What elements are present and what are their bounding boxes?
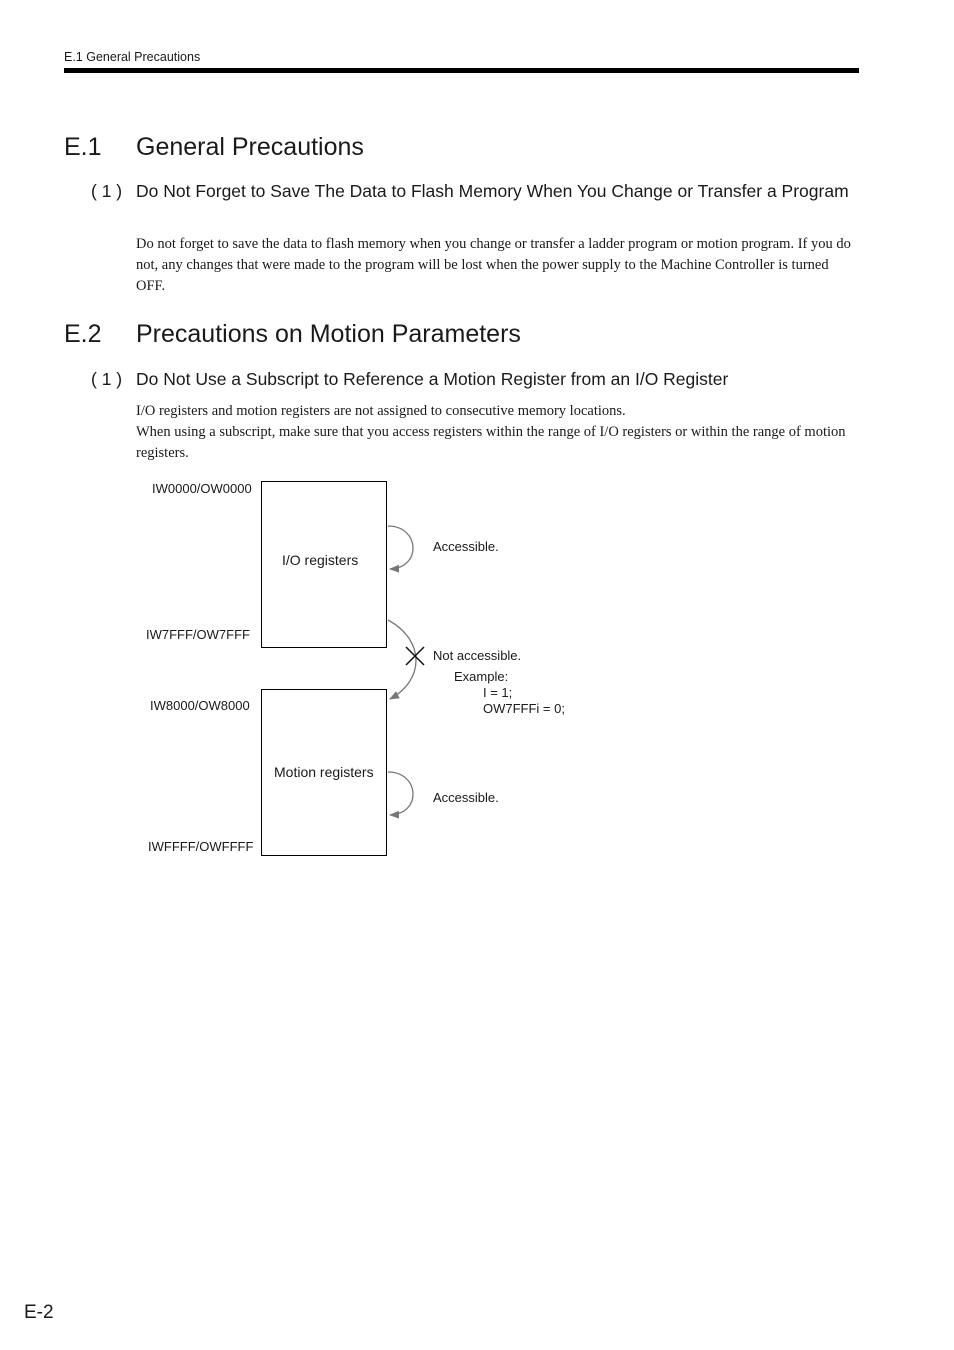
io-end-address: IW7FFF/OW7FFF bbox=[146, 627, 250, 642]
paragraph-line-1: I/O registers and motion registers are not assigned to consecutive memory locations. bbox=[136, 403, 626, 419]
running-head: E.1 General Precautions bbox=[64, 50, 201, 64]
subsection-title: Do Not Forget to Save The Data to Flash Memory When You Change or Transfer a Program bbox=[136, 181, 849, 201]
accessible-label-top: Accessible. bbox=[433, 539, 499, 554]
io-registers-label: I/O registers bbox=[282, 552, 359, 568]
section-number: E.2 bbox=[64, 320, 102, 348]
section-e1-heading bbox=[64, 133, 364, 162]
motion-registers-label: Motion registers bbox=[274, 764, 374, 780]
cross-mark bbox=[406, 647, 424, 665]
body-paragraph bbox=[136, 234, 858, 297]
header-rule bbox=[64, 68, 859, 73]
not-accessible-arrow bbox=[388, 620, 416, 699]
body-paragraph bbox=[136, 401, 858, 464]
page-number: E-2 bbox=[24, 1302, 54, 1323]
motion-start-address: IW8000/OW8000 bbox=[150, 698, 250, 713]
section-e2-heading bbox=[64, 320, 521, 349]
subsection-e1-1-heading bbox=[91, 181, 861, 202]
section-number: E.1 bbox=[64, 133, 102, 161]
subsection-number: ( 1 ) bbox=[91, 181, 123, 201]
section-title: General Precautions bbox=[136, 133, 364, 161]
paragraph-text: Do not forget to save the data to flash memory when you change or transfer a ladder program or motion program. If you do not, any changes that were made to the program will be lost when the power supply to the Machine Controller is turned OFF. bbox=[136, 236, 851, 294]
subsection-title: Do Not Use a Subscript to Reference a Motion Register from an I/O Register bbox=[136, 369, 729, 389]
not-accessible-label: Not accessible. bbox=[433, 648, 522, 663]
accessible-arrow-top bbox=[388, 526, 413, 569]
motion-end-address: IWFFFF/OWFFFF bbox=[148, 839, 254, 854]
example-line-2: OW7FFFi = 0; bbox=[483, 701, 565, 716]
accessible-arrow-bottom bbox=[388, 772, 413, 815]
io-start-address: IW0000/OW0000 bbox=[152, 481, 252, 496]
example-line-1: I = 1; bbox=[483, 685, 513, 700]
example-title: Example: bbox=[454, 669, 509, 684]
subsection-number: ( 1 ) bbox=[91, 369, 123, 389]
subsection-e2-1-heading bbox=[91, 369, 861, 390]
accessible-label-bottom: Accessible. bbox=[433, 790, 499, 805]
paragraph-line-2: When using a subscript, make sure that you access registers within the range of I/O registers or within the range of motion registers. bbox=[136, 424, 846, 461]
section-title: Precautions on Motion Parameters bbox=[136, 320, 521, 348]
